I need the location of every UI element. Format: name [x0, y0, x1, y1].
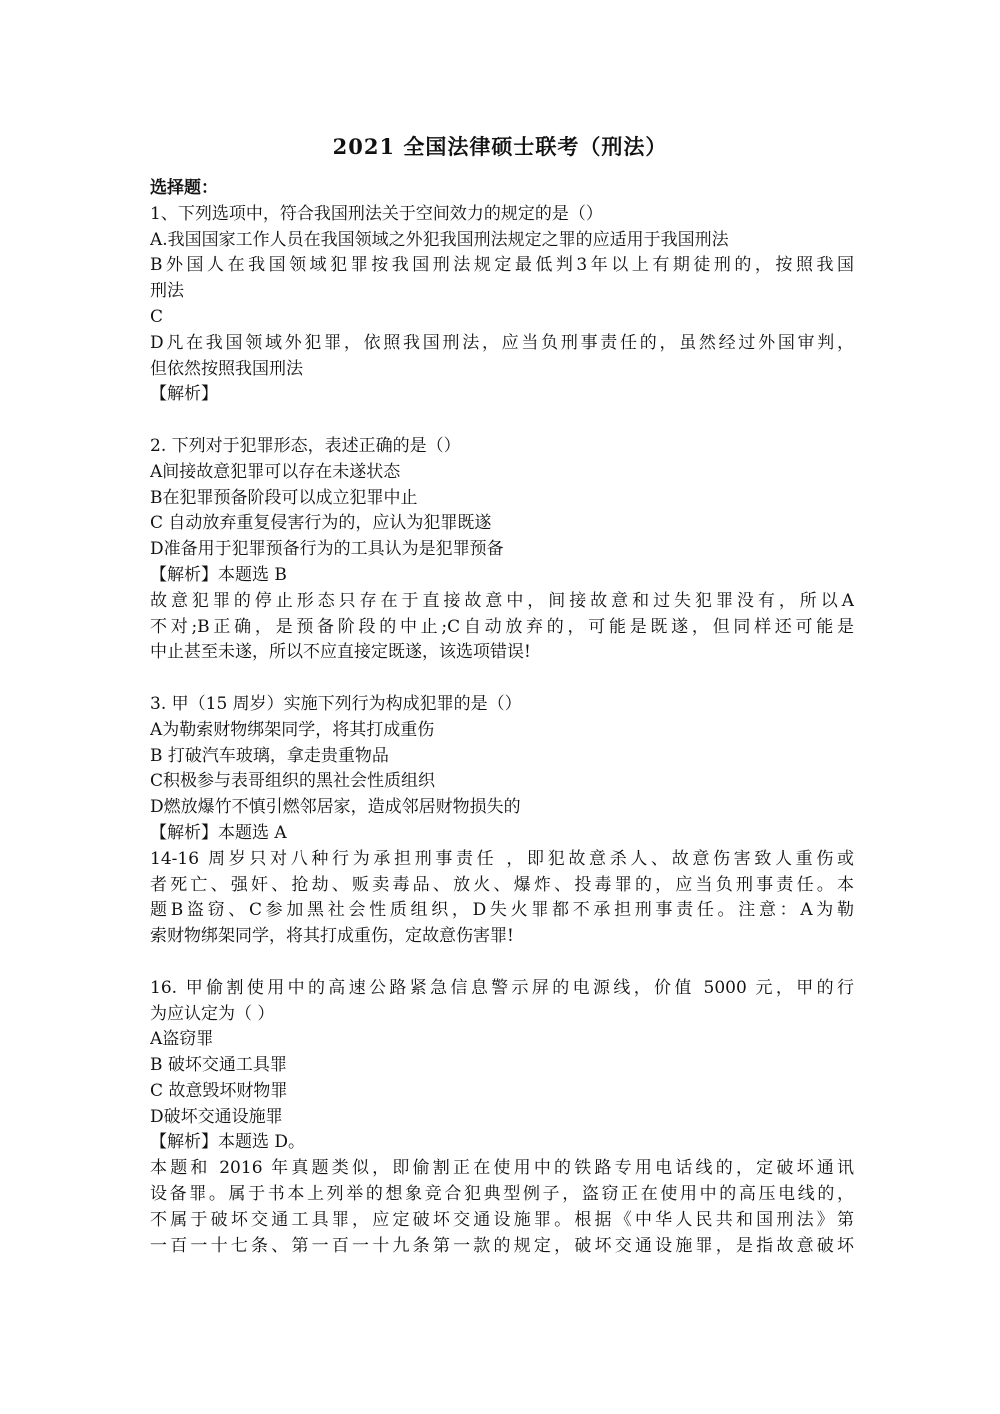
explanation-text: 不属于破坏交通工具罪，应定破坏交通设施罪。根据《中华人民共和国刑法》第 [150, 1209, 854, 1230]
explanation-text: 本题和 2016 年真题类似，即偷割正在使用中的铁路专用电话线的，定破坏通讯 [150, 1158, 854, 1179]
spacer [150, 950, 854, 976]
option-b: B 打破汽车玻璃，拿走贵重物品 [150, 745, 389, 766]
analysis-label: 【解析】本题选 D。 [150, 1132, 306, 1153]
explanation-text: 者死亡、强奸、抢劫、贩卖毒品、放火、爆炸、投毒罪的，应当负刑事责任。本 [150, 874, 854, 895]
question-16 [150, 976, 854, 1260]
option-a: A盗窃罪 [150, 1029, 214, 1050]
question-stem: 1、下列选项中，符合我国刑法关于空间效力的规定的是（） [150, 203, 603, 224]
analysis-label: 【解析】本题选 B [150, 564, 287, 585]
analysis-label: 【解析】 [150, 384, 218, 405]
explanation-text: 一百一十七条、第一百一十九条第一款的规定，破坏交通设施罪，是指故意破坏 [150, 1235, 854, 1256]
option-c: C 自动放弃重复侵害行为的，应认为犯罪既遂 [150, 513, 492, 534]
option-c: C [150, 306, 164, 327]
explanation-text: 14-16 周岁只对八种行为承担刑事责任 ，即犯故意杀人、故意伤害致人重伤或 [150, 848, 854, 869]
question-2 [150, 434, 854, 666]
option-a: A.我国国家工作人员在我国领域之外犯我国刑法规定之罪的应适用于我国刑法 [150, 229, 729, 250]
section-heading: 选择题： [150, 178, 218, 198]
explanation-text: 设备罪。属于书本上列举的想象竞合犯典型例子，盗窃正在使用中的高压电线的， [150, 1184, 854, 1205]
question-stem: 3. 甲（15 周岁）实施下列行为构成犯罪的是（） [150, 693, 522, 714]
explanation-text: 不对;B正确，是预备阶段的中止;C自动放弃的，可能是既遂，但同样还可能是 [150, 616, 854, 637]
analysis-label: 【解析】本题选 A [150, 822, 287, 843]
question-stem-continued: 为应认定为（ ） [150, 1003, 275, 1024]
question-3 [150, 692, 854, 950]
option-a: A为勒索财物绑架同学，将其打成重伤 [150, 719, 435, 740]
option-b: B在犯罪预备阶段可以成立犯罪中止 [150, 487, 418, 508]
option-b-continued: 刑法 [150, 281, 184, 302]
option-c: C积极参与表哥组织的黑社会性质组织 [150, 771, 436, 792]
option-a: A间接故意犯罪可以存在未遂状态 [150, 461, 401, 482]
option-d: D凡在我国领域外犯罪，依照我国刑法，应当负刑事责任的，虽然经过外国审判， [150, 332, 854, 353]
option-b: B外国人在我国领域犯罪按我国刑法规定最低判3年以上有期徒刑的，按照我国 [150, 255, 854, 276]
explanation-text: 索财物绑架同学，将其打成重伤，定故意伤害罪! [150, 926, 514, 947]
question-stem: 2. 下列对于犯罪形态，表述正确的是（） [150, 435, 461, 456]
spacer [150, 666, 854, 692]
explanation-text: 题B盗窃、C参加黑社会性质组织，D失火罪都不承担刑事责任。注意：A为勒 [150, 900, 854, 921]
option-d: D准备用于犯罪预备行为的工具认为是犯罪预备 [150, 539, 504, 560]
question-1 [150, 202, 854, 408]
option-b: B 破坏交通工具罪 [150, 1055, 287, 1076]
option-d: D燃放爆竹不慎引燃邻居家，造成邻居财物损失的 [150, 797, 521, 818]
document-body [150, 176, 854, 1259]
explanation-text: 故意犯罪的停止形态只存在于直接故意中，间接故意和过失犯罪没有，所以A [150, 590, 854, 611]
spacer [150, 408, 854, 434]
page-title: 2021 全国法律硕士联考（刑法） [332, 134, 668, 159]
option-c: C 故意毁坏财物罪 [150, 1080, 288, 1101]
question-stem: 16. 甲偷割使用中的高速公路紧急信息警示屏的电源线，价值 5000 元，甲的行 [150, 977, 854, 998]
option-d-continued: 但依然按照我国刑法 [150, 358, 303, 379]
explanation-text: 中止甚至未遂，所以不应直接定既遂，该选项错误! [150, 642, 531, 663]
option-d: D破坏交通设施罪 [150, 1106, 283, 1127]
